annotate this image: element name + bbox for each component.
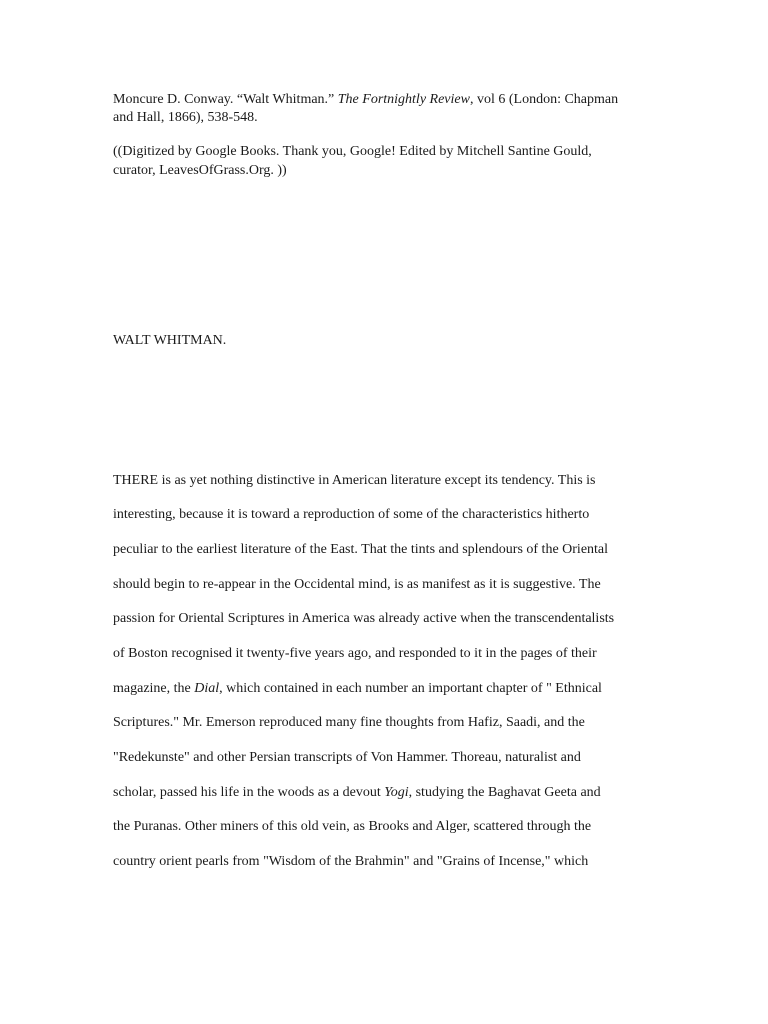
- body-line-10: [113, 784, 673, 802]
- citation: [113, 91, 653, 127]
- article-heading: WALT WHITMAN.: [113, 333, 227, 348]
- body-line-7-start: magazine, the: [113, 681, 195, 696]
- body-line-8: Scriptures." Mr. Emerson reproduced many fine thoughts from Hafiz, Saadi, and the: [113, 715, 585, 730]
- body-line-4: should begin to re-appear in the Occidental mind, is as manifest as it is suggestive. The: [113, 577, 601, 592]
- credit-line-1: ((Digitized by Google Books. Thank you, Google! Edited by Mitchell Santine Gould,: [113, 144, 592, 159]
- body-line-5: passion for Oriental Scriptures in America was already active when the transcendentalists: [113, 611, 615, 626]
- body-line-10-yogi: Yogi: [384, 785, 409, 800]
- citation-details: , vol 6 (London: Chapman: [469, 92, 619, 107]
- digitization-credit: [113, 142, 653, 180]
- credit-line-2: curator, LeavesOfGrass.Org. )): [113, 163, 287, 178]
- body-line-9: "Redekunste" and other Persian transcripts of Von Hammer. Thoreau, naturalist and: [113, 750, 581, 765]
- citation-journal: The Fortnightly Review: [337, 92, 470, 107]
- body-line-6: of Boston recognised it twenty-five years ago, and responded to it in the pages of their: [113, 646, 597, 661]
- body-line-10-start: scholar, passed his life in the woods as a devout: [113, 785, 385, 800]
- body-line-3: peculiar to the earliest literature of the East. That the tints and splendours of the Oriental: [113, 542, 609, 557]
- body-line-7-dial: Dial: [194, 681, 220, 696]
- body-line-12: country orient pearls from "Wisdom of the Brahmin" and "Grains of Incense," which: [113, 854, 589, 869]
- citation-publisher: and Hall, 1866), 538-548.: [113, 110, 258, 125]
- body-line-1: THERE is as yet nothing distinctive in American literature except its tendency. This is: [113, 473, 596, 488]
- citation-author-title: Moncure D. Conway. “Walt Whitman.”: [113, 92, 338, 107]
- body-line-10-end: , studying the Baghavat Geeta and: [408, 785, 601, 800]
- body-line-7-end: , which contained in each number an important chapter of " Ethnical: [219, 681, 602, 696]
- body-line-7: [113, 680, 673, 698]
- body-line-11: the Puranas. Other miners of this old vein, as Brooks and Alger, scattered through the: [113, 819, 592, 834]
- body-line-2: interesting, because it is toward a reproduction of some of the characteristics hitherto: [113, 507, 590, 522]
